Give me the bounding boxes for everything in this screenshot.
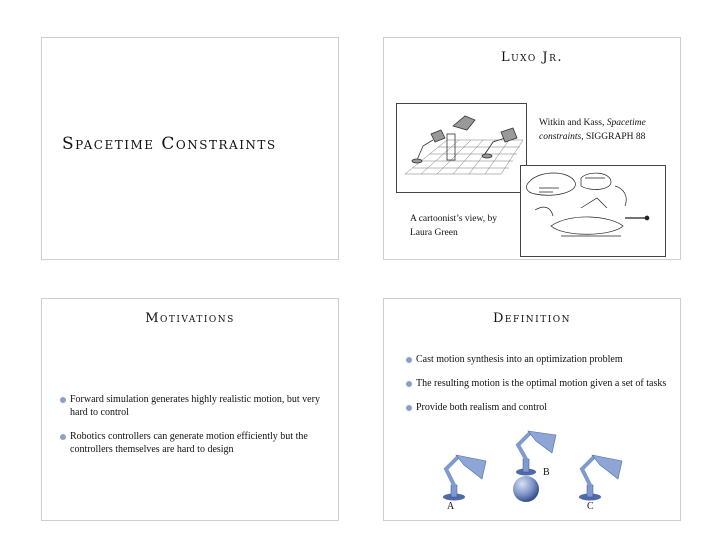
cartoon-caption: A cartoonist’s view, by Laura Green: [410, 214, 497, 238]
list-item: Forward simulation generates highly realistic motion, but very hard to control: [60, 393, 320, 419]
bullet-list: [60, 393, 320, 467]
slide-4: [383, 298, 681, 521]
citation-authors: Witkin and Kass,: [539, 118, 607, 128]
list-item: Robotics controllers can generate motion efficiently but the controllers themselves are hard to design: [60, 430, 320, 456]
luxo-grid-figure: [396, 103, 527, 193]
slide-title: Spacetime Constraints: [62, 134, 277, 154]
list-item: Provide both realism and control: [406, 401, 671, 414]
label-c: C: [587, 501, 594, 512]
citation-venue: , SIGGRAPH 88: [581, 132, 646, 142]
slide-3: [41, 298, 339, 521]
slide-1: [41, 37, 339, 260]
lamp-diagram: [384, 299, 680, 520]
slide-title: Luxo Jr.: [500, 50, 564, 65]
lamp-c-icon: [579, 455, 622, 501]
slide-title: Definition: [492, 311, 572, 326]
label-b: B: [543, 467, 550, 478]
cartoon-figure: [520, 165, 666, 257]
bullet-icon: [60, 434, 66, 440]
list-item: The resulting motion is the optimal motion given a set of tasks: [406, 377, 671, 390]
slide-2: [383, 37, 681, 260]
citation-paper: Spacetime constraints: [539, 118, 646, 142]
slide-title: Motivations: [145, 311, 235, 326]
lamp-a-icon: [443, 455, 486, 501]
citation: [539, 116, 674, 144]
label-a: A: [447, 501, 455, 512]
bullet-icon: [60, 397, 66, 403]
list-item: Cast motion synthesis into an optimization problem: [406, 353, 671, 366]
